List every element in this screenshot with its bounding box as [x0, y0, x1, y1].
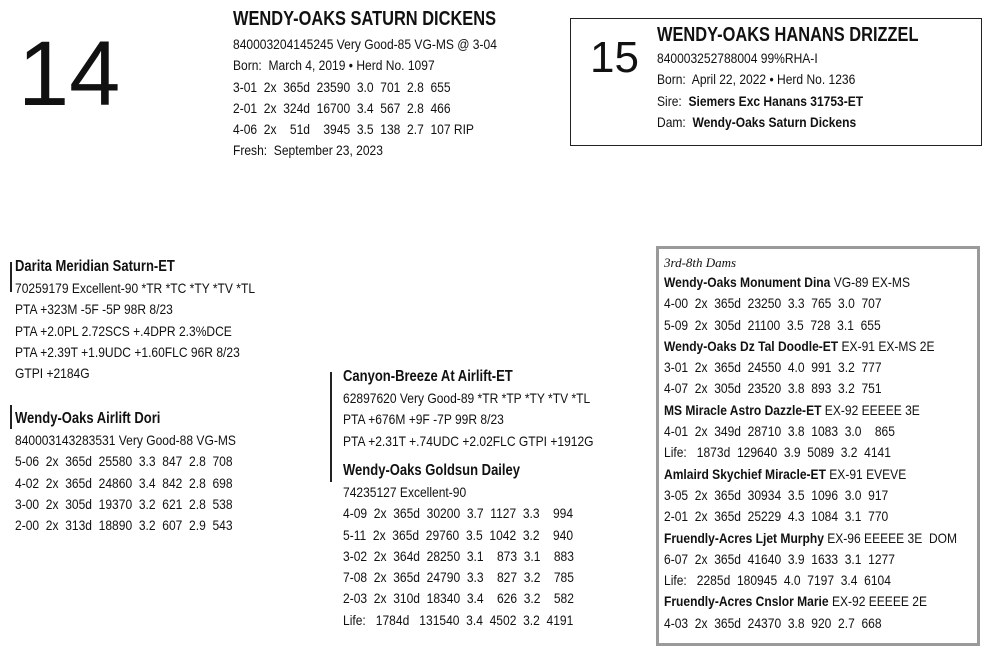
- lot-number-14: 14: [18, 23, 121, 125]
- mgs-pta-line-1: PTA +676M +9F -7P 99R 8/23: [343, 411, 504, 428]
- granddam-record-2: 5-11 2x 365d 29760 3.5 1042 3.2 940: [343, 526, 574, 543]
- dam6-name-line: [664, 464, 932, 485]
- sire-pta-line-3: PTA +2.39T +1.9UDC +1.60FLC 96R 8/23: [15, 343, 240, 360]
- dam4-record-2: 4-07 2x 305d 23520 3.8 893 3.2 751: [664, 380, 882, 397]
- dam8-name: Fruendly-Acres Cnslor Marie: [664, 593, 829, 610]
- sire-label: Sire:: [657, 92, 682, 109]
- lot14-record-3: 4-06 2x 51d 3945 3.5 138 2.7 107 RIP: [233, 121, 474, 138]
- dam8-class: EX-92 EEEEE 2E: [828, 593, 927, 610]
- dam8-name-line: [664, 591, 932, 612]
- lot14-record-1: 3-01 2x 365d 23590 3.0 701 2.8 655: [233, 78, 451, 95]
- dam3-class: VG-89 EX-MS: [830, 274, 910, 290]
- lot14-born-line: Born: March 4, 2019 • Herd No. 1097: [233, 57, 435, 74]
- dam-label: Dam:: [657, 113, 686, 130]
- dam3-name-line: [664, 272, 932, 293]
- sire-reg-line: 70259179 Excellent-90 *TR *TC *TY *TV *TL: [15, 280, 256, 296]
- dam6-class: EX-91 EVEVE: [825, 465, 907, 482]
- dam-block: [15, 410, 272, 536]
- dam7-name-line: [664, 528, 958, 549]
- dam5-record-1: 4-01 2x 349d 28710 3.8 1083 3.0 865: [664, 423, 895, 440]
- lot14-id-line: 840003204145245 Very Good-85 VG-MS @ 3-04: [233, 36, 497, 52]
- dam-block-name: Wendy-Oaks Airlift Dori: [15, 410, 161, 427]
- dam-record-1: 5-06 2x 365d 25580 3.3 847 2.8 708: [15, 453, 233, 470]
- dam7-name: Fruendly-Acres Ljet Murphy: [664, 529, 824, 546]
- sire-gtpi-line: GTPI +2184G: [15, 365, 90, 382]
- dam7-life-line: Life: 2285d 180945 4.0 7197 3.4 6104: [664, 572, 891, 589]
- dams-box-content: [664, 255, 976, 634]
- sire-block: [15, 258, 294, 384]
- lot15-id-line: 840003252788004 99%RHA-I: [657, 50, 818, 66]
- dam3-record-1: 4-00 2x 365d 23250 3.3 765 3.0 707: [664, 295, 882, 312]
- dam5-name: MS Miracle Astro Dazzle-ET: [664, 401, 822, 418]
- dams-box-header: 3rd-8th Dams: [664, 255, 737, 270]
- dam4-name: Wendy-Oaks Dz Tal Doodle-ET: [664, 337, 839, 354]
- lot15-born-line: Born: April 22, 2022 • Herd No. 1236: [657, 71, 856, 88]
- dam5-name-line: [664, 400, 932, 421]
- dam-name: Wendy-Oaks Saturn Dickens: [692, 113, 857, 130]
- lot14-name: WENDY-OAKS SATURN DICKENS: [233, 8, 497, 30]
- granddam-record-4: 7-08 2x 365d 24790 3.3 827 3.2 785: [343, 569, 574, 586]
- lot15-dam-line: [657, 112, 931, 133]
- pedigree-bracket-mgs: [330, 372, 332, 482]
- mgs-name: Canyon-Breeze At Airlift-ET: [343, 368, 513, 385]
- lot14-block: [233, 8, 554, 162]
- granddam-name: Wendy-Oaks Goldsun Dailey: [343, 462, 521, 479]
- granddam-record-3: 3-02 2x 364d 28250 3.1 873 3.1 883: [343, 547, 574, 564]
- sire-block-name: Darita Meridian Saturn-ET: [15, 258, 175, 275]
- pedigree-bracket-dam: [10, 405, 12, 429]
- dam8-record-1: 4-03 2x 365d 24370 3.8 920 2.7 668: [664, 614, 882, 631]
- dam4-name-line: [664, 336, 935, 357]
- pedigree-bracket-sire: [10, 262, 12, 292]
- lot15-name: WENDY-OAKS HANANS DRIZZEL: [657, 24, 919, 46]
- sire-pta-line-1: PTA +323M -5F -5P 98R 8/23: [15, 301, 173, 318]
- lot-number-15: 15: [590, 33, 639, 82]
- granddam-block: [343, 462, 612, 631]
- dam5-class: EX-92 EEEEE 3E: [821, 401, 920, 418]
- dam6-name: Amlaird Skychief Miracle-ET: [664, 465, 826, 482]
- granddam-record-1: 4-09 2x 365d 30200 3.7 1127 3.3 994: [343, 505, 574, 522]
- dam7-record-1: 6-07 2x 365d 41640 3.9 1633 3.1 1277: [664, 550, 895, 567]
- dam3-record-2: 5-09 2x 305d 21100 3.5 728 3.1 655: [664, 316, 881, 333]
- sire-pta-line-2: PTA +2.0PL 2.72SCS +.4DPR 2.3%DCE: [15, 322, 232, 339]
- lot14-record-2: 2-01 2x 324d 16700 3.4 567 2.8 466: [233, 99, 451, 116]
- dam-record-2: 4-02 2x 365d 24860 3.4 842 2.8 698: [15, 474, 233, 491]
- granddam-life-line: Life: 1784d 131540 3.4 4502 3.2 4191: [343, 611, 574, 628]
- dam3-name: Wendy-Oaks Monument Dina: [664, 274, 831, 290]
- dam6-record-2: 2-01 2x 365d 25229 4.3 1084 3.1 770: [664, 508, 889, 525]
- lot15-block: [657, 24, 976, 133]
- sire-name: Siemers Exc Hanans 31753-ET: [688, 92, 864, 109]
- mgs-pta-line-2: PTA +2.31T +.74UDC +2.02FLC GTPI +1912G: [343, 432, 594, 449]
- dam4-class: EX-91 EX-MS 2E: [838, 337, 935, 354]
- mgs-reg-line: 62897620 Very Good-89 *TR *TP *TY *TV *TL: [343, 390, 591, 406]
- granddam-reg-line: 74235127 Excellent-90: [343, 484, 467, 500]
- granddam-record-5: 2-03 2x 310d 18340 3.4 626 3.2 582: [343, 590, 574, 607]
- dam5-life-line: Life: 1873d 129640 3.9 5089 3.2 4141: [664, 444, 891, 461]
- dam7-class: EX-96 EEEEE 3E DOM: [823, 529, 958, 546]
- dam4-record-1: 3-01 2x 365d 24550 4.0 991 3.2 777: [664, 359, 882, 376]
- dam6-record-1: 3-05 2x 365d 30934 3.5 1096 3.0 917: [664, 486, 889, 503]
- dam-record-4: 2-00 2x 313d 18890 3.2 607 2.9 543: [15, 517, 233, 534]
- lot14-fresh-line: Fresh: September 23, 2023: [233, 142, 383, 159]
- mgs-block: [343, 368, 634, 452]
- lot15-sire-line: [657, 91, 931, 112]
- dam-reg-line: 840003143283531 Very Good-88 VG-MS: [15, 432, 236, 448]
- dam-record-3: 3-00 2x 305d 19370 3.2 621 2.8 538: [15, 495, 233, 512]
